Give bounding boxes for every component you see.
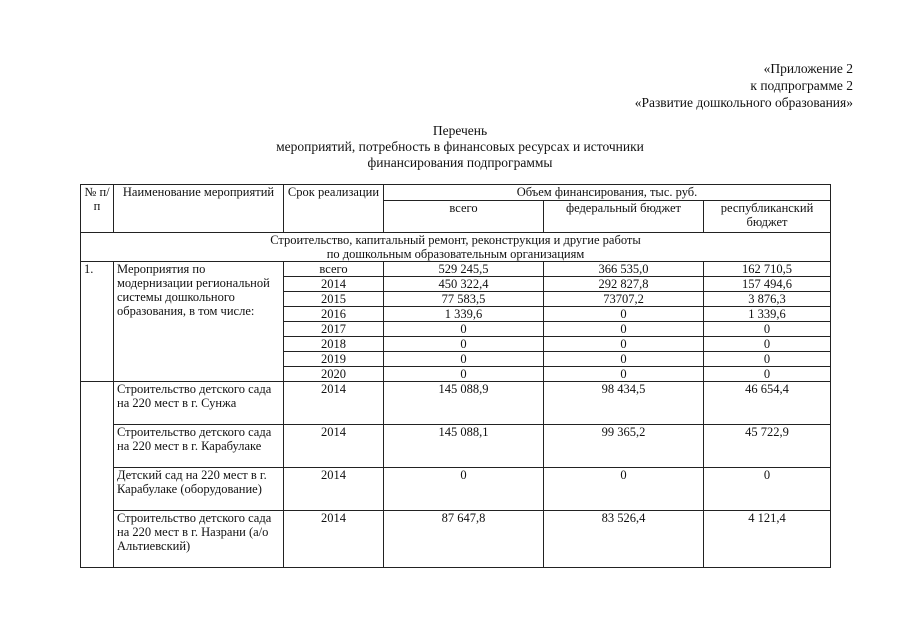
header-federal: федеральный бюджет bbox=[544, 201, 704, 233]
header-republic: республиканский бюджет bbox=[704, 201, 831, 233]
cell-republic: 46 654,4 bbox=[704, 382, 831, 425]
header-num: № п/п bbox=[81, 185, 114, 233]
document-title bbox=[230, 123, 690, 171]
cell-total: 0 bbox=[384, 468, 544, 511]
cell-federal: 292 827,8 bbox=[544, 277, 704, 292]
cell-total: 0 bbox=[384, 352, 544, 367]
cell-republic: 162 710,5 bbox=[704, 262, 831, 277]
cell-republic: 1 339,6 bbox=[704, 307, 831, 322]
cell-total: 0 bbox=[384, 367, 544, 382]
header-volume: Объем финансирования, тыс. руб. bbox=[384, 185, 831, 201]
activity-name: Мероприятия по модернизации региональной системы дошкольного образования, в том числе: bbox=[114, 262, 284, 382]
cell-term: 2020 bbox=[284, 367, 384, 382]
row-number-continued bbox=[81, 382, 114, 568]
cell-republic: 0 bbox=[704, 337, 831, 352]
cell-term: 2017 bbox=[284, 322, 384, 337]
cell-total: 77 583,5 bbox=[384, 292, 544, 307]
financing-table bbox=[80, 184, 831, 568]
cell-federal: 0 bbox=[544, 337, 704, 352]
cell-total: 450 322,4 bbox=[384, 277, 544, 292]
cell-federal: 99 365,2 bbox=[544, 425, 704, 468]
cell-federal: 0 bbox=[544, 307, 704, 322]
section-line-1: Строительство, капитальный ремонт, реконструкция и другие работы bbox=[270, 233, 641, 247]
cell-republic: 4 121,4 bbox=[704, 511, 831, 568]
title-line-3: финансирования подпрограммы bbox=[367, 155, 553, 170]
cell-term: 2014 bbox=[284, 511, 384, 568]
cell-federal: 0 bbox=[544, 468, 704, 511]
cell-total: 145 088,9 bbox=[384, 382, 544, 425]
activity-name: Детский сад на 220 мест в г. Карабулаке (оборудование) bbox=[114, 468, 284, 511]
cell-total: 0 bbox=[384, 337, 544, 352]
header-name: Наименование мероприятий bbox=[114, 185, 284, 233]
cell-total: 1 339,6 bbox=[384, 307, 544, 322]
cell-term: 2015 bbox=[284, 292, 384, 307]
cell-republic: 3 876,3 bbox=[704, 292, 831, 307]
section-title bbox=[81, 233, 831, 262]
row-number: 1. bbox=[81, 262, 114, 382]
activity-name: Строительство детского сада на 220 мест в г. Назрани (а/о Альтиевский) bbox=[114, 511, 284, 568]
cell-federal: 0 bbox=[544, 352, 704, 367]
section-row bbox=[81, 233, 831, 262]
cell-term: 2014 bbox=[284, 425, 384, 468]
cell-republic: 0 bbox=[704, 352, 831, 367]
cell-republic: 0 bbox=[704, 367, 831, 382]
header-total: всего bbox=[384, 201, 544, 233]
cell-federal: 83 526,4 bbox=[544, 511, 704, 568]
cell-total: 0 bbox=[384, 322, 544, 337]
cell-term: 2014 bbox=[284, 277, 384, 292]
cell-total: 145 088,1 bbox=[384, 425, 544, 468]
annex-line-2: к подпрограмме 2 bbox=[750, 78, 853, 93]
cell-total: 529 245,5 bbox=[384, 262, 544, 277]
table-row bbox=[81, 511, 831, 568]
table-row bbox=[81, 382, 831, 425]
title-line-1: Перечень bbox=[432, 123, 488, 138]
cell-federal: 366 535,0 bbox=[544, 262, 704, 277]
cell-federal: 73707,2 bbox=[544, 292, 704, 307]
table-row bbox=[81, 468, 831, 511]
title-line-2: мероприятий, потребность в финансовых ресурсах и источники bbox=[276, 139, 644, 154]
cell-term: всего bbox=[284, 262, 384, 277]
table-row bbox=[81, 262, 831, 277]
section-line-2: по дошкольным образовательным организациям bbox=[326, 247, 585, 261]
cell-term: 2019 bbox=[284, 352, 384, 367]
cell-republic: 157 494,6 bbox=[704, 277, 831, 292]
cell-term: 2016 bbox=[284, 307, 384, 322]
activity-name: Строительство детского сада на 220 мест в г. Карабулаке bbox=[114, 425, 284, 468]
annex-line-1: «Приложение 2 bbox=[763, 61, 853, 76]
cell-republic: 45 722,9 bbox=[704, 425, 831, 468]
cell-term: 2018 bbox=[284, 337, 384, 352]
cell-total: 87 647,8 bbox=[384, 511, 544, 568]
cell-term: 2014 bbox=[284, 382, 384, 425]
header-row-1 bbox=[81, 185, 831, 201]
cell-term: 2014 bbox=[284, 468, 384, 511]
cell-republic: 0 bbox=[704, 322, 831, 337]
cell-federal: 0 bbox=[544, 322, 704, 337]
cell-federal: 98 434,5 bbox=[544, 382, 704, 425]
activity-name: Строительство детского сада на 220 мест в г. Сунжа bbox=[114, 382, 284, 425]
cell-federal: 0 bbox=[544, 367, 704, 382]
cell-republic: 0 bbox=[704, 468, 831, 511]
table-row bbox=[81, 425, 831, 468]
annex-block bbox=[635, 60, 853, 111]
annex-line-3: «Развитие дошкольного образования» bbox=[634, 95, 853, 110]
header-term: Срок реализации bbox=[284, 185, 384, 233]
